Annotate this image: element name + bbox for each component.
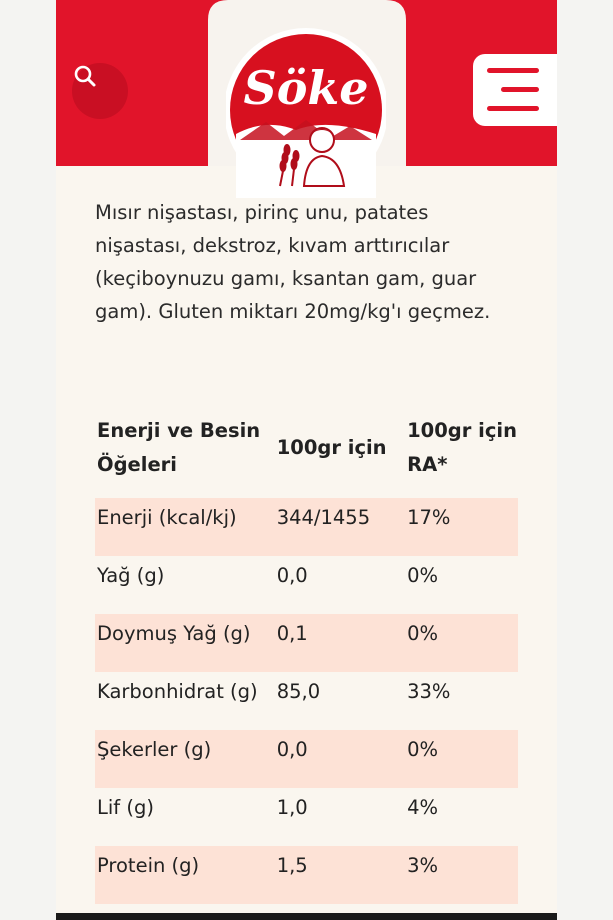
search-button[interactable] — [72, 63, 128, 119]
table-row — [95, 672, 518, 730]
menu-button[interactable] — [473, 54, 557, 126]
search-icon — [72, 63, 98, 89]
nutrient-name: Doymuş Yağ (g) — [95, 614, 275, 672]
nutrient-per100: 0,0 — [275, 730, 405, 788]
nutrient-name: Şekerler (g) — [95, 730, 275, 788]
header-nutrient: Enerji ve Besin Öğeleri — [97, 419, 261, 476]
nutrient-ra: 33% — [407, 680, 451, 703]
header-per-100g: 100gr için — [276, 436, 387, 459]
logo-emblem — [226, 22, 386, 198]
nutrient-per100: 0,0 — [276, 564, 308, 587]
table-row — [95, 846, 518, 904]
table-row — [95, 788, 518, 846]
nutrient-ra: 0% — [405, 730, 518, 788]
nutrient-name: Lif (g) — [97, 796, 154, 819]
table-row — [95, 614, 518, 672]
nutrient-ra: 3% — [405, 846, 518, 904]
nutrient-per100: 344/1455 — [275, 498, 405, 556]
table-header-row — [95, 398, 518, 498]
nutrient-per100: 85,0 — [276, 680, 321, 703]
nutrient-ra: 0% — [407, 564, 439, 587]
ingredients-text: Mısır nişastası, pirinç unu, patates nişastası, dekstroz, kıvam arttırıcılar (keçiboynuzu gamı, ksantan gam, guar gam). Gluten miktarı 20mg/kg'ı geçmez. — [95, 201, 491, 323]
nutrient-name: Karbonhidrat (g) — [97, 680, 258, 703]
table-row — [95, 556, 518, 614]
nutrient-name: Enerji (kcal/kj) — [95, 498, 275, 556]
table-row — [95, 498, 518, 556]
nutrient-per100: 1,0 — [276, 796, 308, 819]
header-ra: 100gr için RA* — [407, 419, 517, 476]
nutrient-per100: 0,1 — [275, 614, 405, 672]
brand-wordmark: Söke — [243, 61, 369, 115]
table-row — [95, 730, 518, 788]
nutrition-table — [95, 398, 518, 904]
nutrient-per100: 1,5 — [275, 846, 405, 904]
nutrient-ra: 0% — [405, 614, 518, 672]
nutrient-name: Protein (g) — [95, 846, 275, 904]
nutrient-name: Yağ (g) — [97, 564, 165, 587]
page-content — [56, 0, 557, 920]
nutrient-ra: 17% — [405, 498, 518, 556]
bottom-bar — [56, 913, 557, 920]
brand-logo[interactable] — [226, 22, 386, 198]
nutrient-ra: 4% — [407, 796, 439, 819]
